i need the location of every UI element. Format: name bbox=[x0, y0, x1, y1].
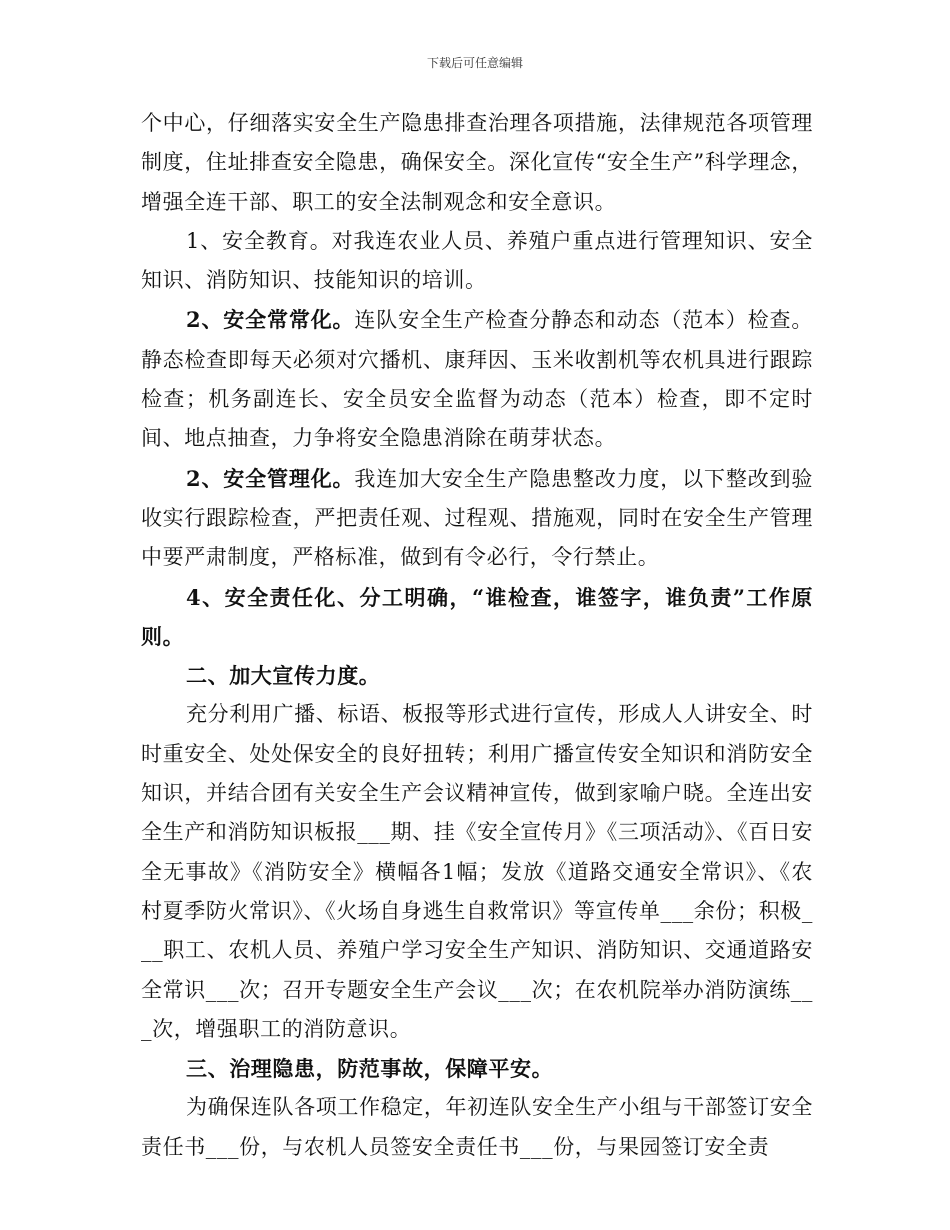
section-heading-hazards: 三、治理隐患，防范事故，保障平安。 bbox=[186, 1056, 554, 1082]
text-safety-routine: 连队安全生产检查分静态和动态（范本）检查。静态检查即每天必须对穴播机、康拜因、玉米收割机等农机具进行跟踪检查；机务副连长、安全员安全监督为动态（范本）检查，即不定时间、地点抽查，力争将安全隐患消除在萌芽状态。 bbox=[141, 308, 813, 451]
paragraph-safety-education: 1、安全教育。对我连农业人员、养殖户重点进行管理知识、安全知识、消防知识、技能知识的培训。 bbox=[141, 228, 813, 293]
paragraph-publicity: 充分利用广播、标语、板报等形式进行宣传，形成人人讲安全、时时重安全、处处保安全的良好扭转；利用广播宣传安全知识和消防安全知识，并结合团有关安全生产会议精神宣传，做到家喻户晓。全连出安全生产和消防知识板报___期、挂《安全宣传月》《三项活动》、《百日安全无事故》《消防安全》横幅各1幅；发放《道路交通安全常识》、《农村夏季防火常识》、《火场自身逃生自救常识》等宣传单___余份；积极___职工、农机人员、养殖户学习安全生产知识、消防知识、交通道路安全常识___次；召开专题安全生产会议___次；在农机院举办消防演练___次，增强职工的消防意识。 bbox=[141, 702, 813, 1041]
paragraph-safety-responsibility: 4、安全责任化、分工明确，“谁检查，谁签字，谁负责”工作原则。 bbox=[141, 584, 813, 649]
paragraph-hazards: 为确保连队各项工作稳定，年初连队安全生产小组与干部签订安全责任书___份，与农机人员签安全责任书___份，与果园签订安全责 bbox=[141, 1095, 813, 1159]
page-header-note: 下载后可任意编辑 bbox=[426, 56, 523, 70]
heading-safety-routine: 2、安全常常化。 bbox=[186, 307, 355, 333]
paragraph-safety-management bbox=[141, 459, 813, 578]
document-body bbox=[141, 104, 813, 1167]
paragraph-continuation: 个中心，仔细落实安全生产隐患排查治理各项措施，法律规范各项管理制度，住址排查安全隐患，确保安全。深化宣传“安全生产”科学理念，增强全连干部、职工的安全法制观念和安全意识。 bbox=[141, 111, 813, 214]
paragraph-safety-routine bbox=[141, 300, 813, 458]
text-safety-management: 我连加大安全生产隐患整改力度，以下整改到验收实行跟踪检查，严把责任观、过程观、措施观，同时在安全生产管理中要严肃制度，严格标准，做到有令必行，令行禁止。 bbox=[141, 466, 813, 570]
heading-safety-management: 2、安全管理化。 bbox=[186, 465, 355, 491]
section-heading-publicity: 二、加大宣传力度。 bbox=[186, 663, 381, 689]
